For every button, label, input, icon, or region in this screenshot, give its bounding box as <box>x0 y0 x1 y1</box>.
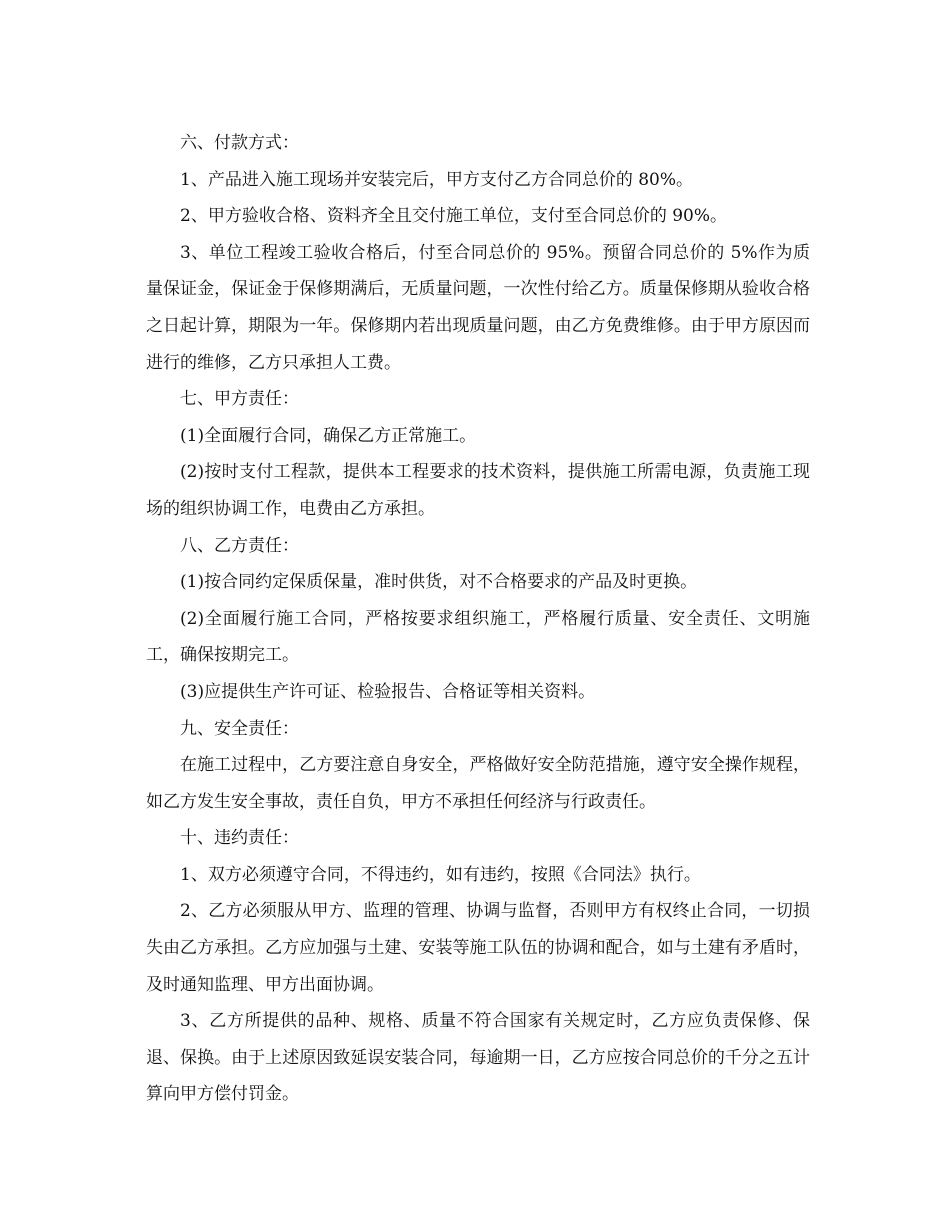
party-b-clause-3: (3)应提供生产许可证、检验报告、合格证等相关资料。 <box>180 681 596 702</box>
section-heading-payment: 六、付款方式： <box>180 133 299 153</box>
section-heading-safety: 九、安全责任： <box>180 718 299 739</box>
breach-clause-1: 1、双方必须遵守合同，不得违约，如有违约，按照《合同法》执行。 <box>180 864 701 885</box>
party-a-clause-1: (1)全面履行合同，确保乙方正常施工。 <box>180 425 477 446</box>
party-b-clause-1: (1)按合同约定保质保量，准时供货，对不合格要求的产品及时更换。 <box>180 572 698 593</box>
document-page <box>146 125 810 1113</box>
safety-clause: 在施工过程中，乙方要注意自身安全，严格做好安全防范措施，遵守安全操作规程，如乙方发生安全事故，责任自负，甲方不承担任何经济与行政责任。 <box>146 755 810 812</box>
breach-clause-2: 2、乙方必须服从甲方、监理的管理、协调与监督，否则甲方有权终止合同，一切损失由乙方承担。乙方应加强与土建、安装等施工队伍的协调和配合，如与土建有矛盾时，及时通知监理、甲方出面协调。 <box>146 901 810 995</box>
payment-clause-1: 1、产品进入施工现场并安装完后，甲方支付乙方合同总价的 80%。 <box>180 169 694 190</box>
section-heading-party-a: 七、甲方责任： <box>180 389 299 410</box>
section-heading-party-b: 八、乙方责任： <box>180 535 299 556</box>
payment-clause-2: 2、甲方验收合格、资料齐全且交付施工单位，支付至合同总价的 90%。 <box>180 206 728 227</box>
payment-clause-3: 3、单位工程竣工验收合格后，付至合同总价的 95%。预留合同总价的 5%作为质量保证金，保证金于保修期满后，无质量问题，一次性付给乙方。质量保修期从验收合格之日起计算，期限为一年。保修期内若出现质量问题，由乙方免费维修。由于甲方原因而进行的维修，乙方只承担人工费。 <box>146 242 810 373</box>
party-a-clause-2: (2)按时支付工程款，提供本工程要求的技术资料，提供施工所需电源，负责施工现场的组织协调工作，电费由乙方承担。 <box>146 462 810 519</box>
breach-clause-3: 3、乙方所提供的品种、规格、质量不符合国家有关规定时，乙方应负责保修、保退、保换。由于上述原因致延误安装合同，每逾期一日，乙方应按合同总价的千分之五计算向甲方偿付罚金。 <box>146 1011 810 1105</box>
section-heading-breach: 十、违约责任： <box>180 828 299 849</box>
party-b-clause-2: (2)全面履行施工合同，严格按要求组织施工，严格履行质量、安全责任、文明施工，确保按期完工。 <box>146 608 810 666</box>
